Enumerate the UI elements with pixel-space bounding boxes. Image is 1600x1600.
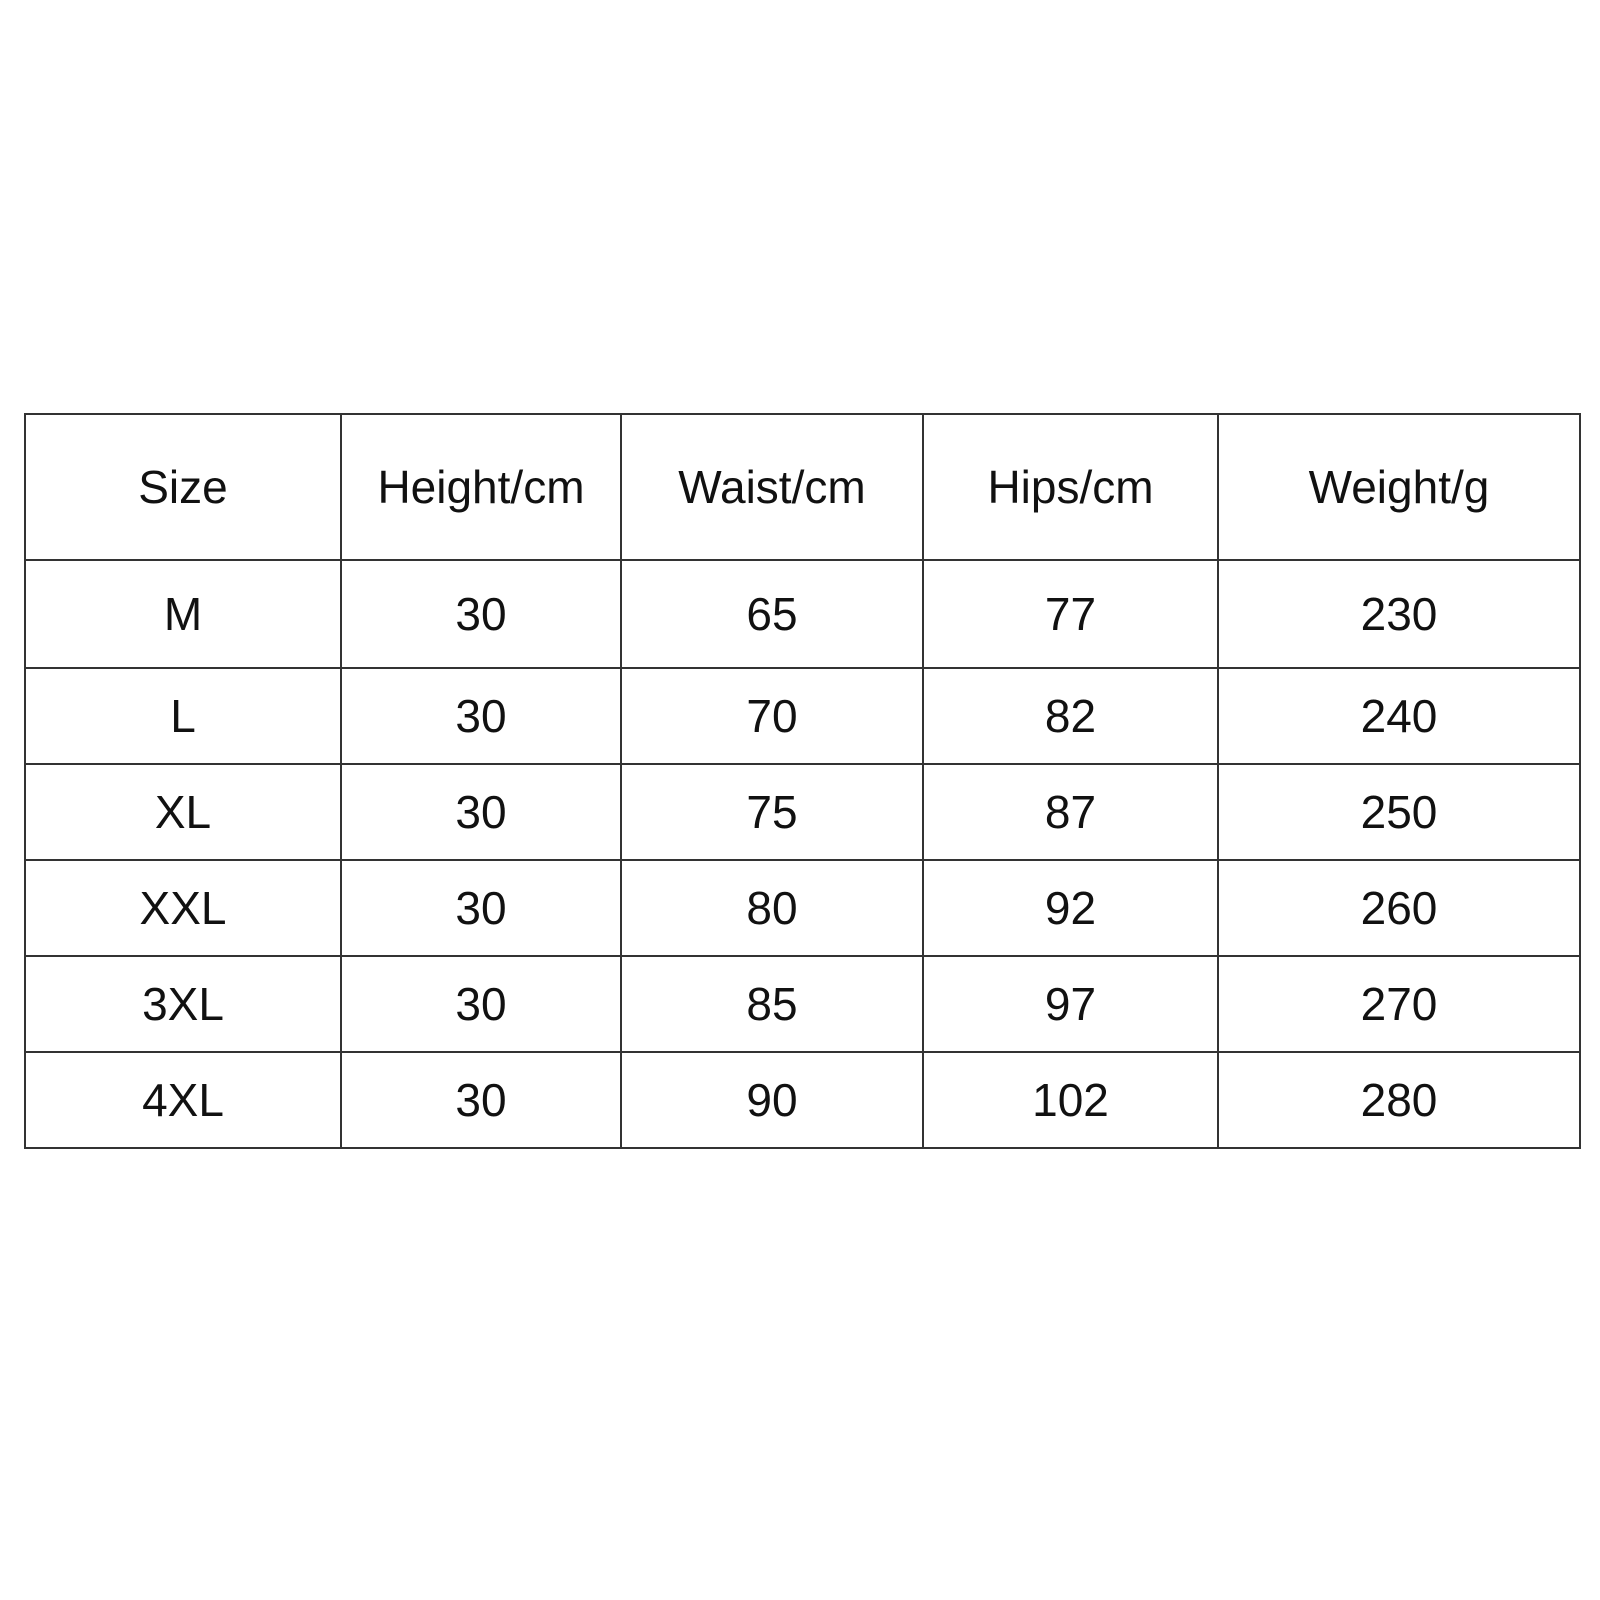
- header-row: [25, 414, 1580, 560]
- cell-hips: 97: [923, 956, 1218, 1052]
- cell-waist: 75: [621, 764, 923, 860]
- cell-height: 30: [341, 1052, 621, 1148]
- cell-weight: 250: [1218, 764, 1580, 860]
- cell-height: 30: [341, 764, 621, 860]
- cell-size: XL: [25, 764, 341, 860]
- cell-hips: 77: [923, 560, 1218, 668]
- cell-waist: 80: [621, 860, 923, 956]
- table-row: [25, 668, 1580, 764]
- cell-waist: 65: [621, 560, 923, 668]
- table-row: [25, 860, 1580, 956]
- cell-hips: 87: [923, 764, 1218, 860]
- table-row: [25, 560, 1580, 668]
- cell-height: 30: [341, 560, 621, 668]
- cell-hips: 92: [923, 860, 1218, 956]
- size-chart-table: [24, 413, 1581, 1149]
- cell-size: 3XL: [25, 956, 341, 1052]
- cell-height: 30: [341, 860, 621, 956]
- cell-hips: 102: [923, 1052, 1218, 1148]
- cell-weight: 230: [1218, 560, 1580, 668]
- table-row: [25, 956, 1580, 1052]
- cell-weight: 240: [1218, 668, 1580, 764]
- header-waist: Waist/cm: [621, 414, 923, 560]
- cell-waist: 90: [621, 1052, 923, 1148]
- cell-hips: 82: [923, 668, 1218, 764]
- cell-size: M: [25, 560, 341, 668]
- table-row: [25, 764, 1580, 860]
- cell-weight: 270: [1218, 956, 1580, 1052]
- cell-size: XXL: [25, 860, 341, 956]
- table-row: [25, 1052, 1580, 1148]
- cell-size: 4XL: [25, 1052, 341, 1148]
- cell-height: 30: [341, 668, 621, 764]
- header-hips: Hips/cm: [923, 414, 1218, 560]
- cell-height: 30: [341, 956, 621, 1052]
- cell-weight: 280: [1218, 1052, 1580, 1148]
- cell-size: L: [25, 668, 341, 764]
- cell-weight: 260: [1218, 860, 1580, 956]
- cell-waist: 85: [621, 956, 923, 1052]
- header-height: Height/cm: [341, 414, 621, 560]
- header-weight: Weight/g: [1218, 414, 1580, 560]
- header-size: Size: [25, 414, 341, 560]
- cell-waist: 70: [621, 668, 923, 764]
